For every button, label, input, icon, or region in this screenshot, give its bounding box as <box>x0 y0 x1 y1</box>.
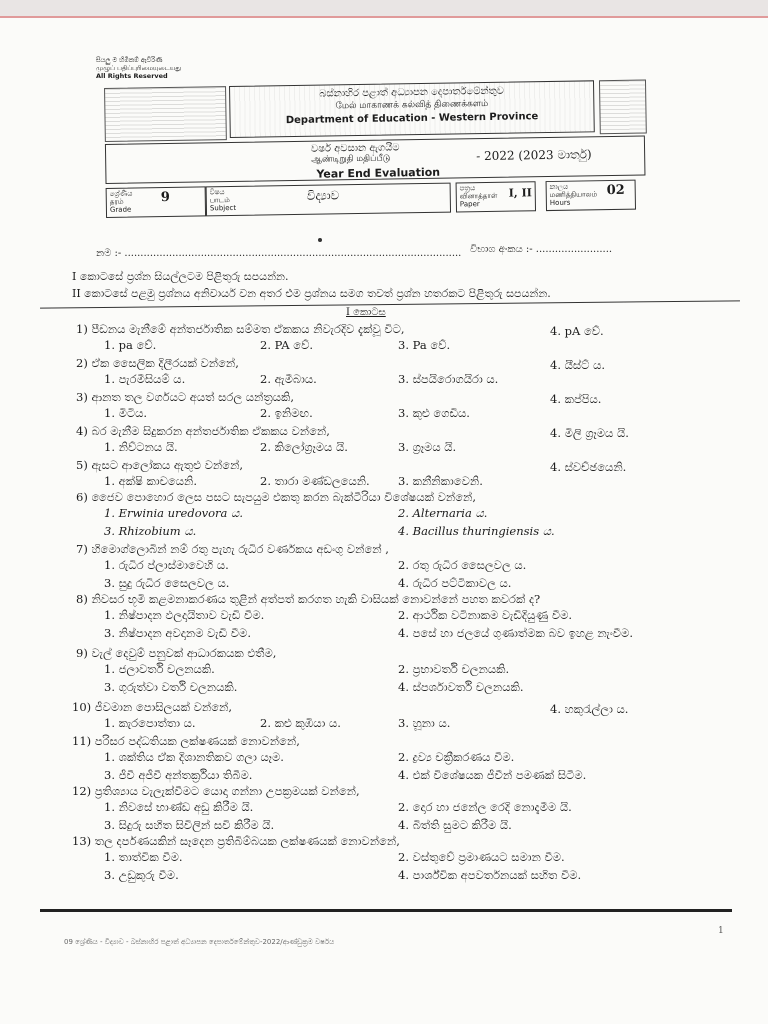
question-number: 4) <box>76 424 88 438</box>
grade-cell <box>106 186 206 218</box>
eval-tamil: ஆண்டிறுதி மதிப்பீடு <box>311 153 391 165</box>
answer-option: 4. යීස්ට් ය. <box>550 358 606 372</box>
ink-dot <box>318 238 322 242</box>
answer-option: 4. හකුරැල්ලා ය. <box>550 702 629 716</box>
exam-year: - 2022 (2023 මාර්තු) <box>476 147 592 164</box>
answer-option: 3. ස්පයිරොගයිරා ය. <box>398 372 499 386</box>
question-text: හිමොග්ලොබින් නම් රතු පැහැ රුධිර වර්ණකය අඩංගු වන්නේ , <box>91 542 389 556</box>
question-text: බර මැනීම සිදුකරන අන්තර්ජාතික ඒකකය වන්නේ, <box>91 424 330 438</box>
section-title: I කොටස <box>346 307 386 318</box>
answer-option: 2. Alternaria ය. <box>398 506 488 520</box>
question-stem <box>76 424 330 439</box>
answer-option: 3. හූනා ය. <box>398 716 451 730</box>
hours-cell <box>546 180 636 211</box>
answer-option: 3. සිදුරු සහිත සිවිලින් සවි කිරීම යි. <box>104 818 275 832</box>
answer-option: 2. කිලෝග්‍රෑමය යි. <box>260 440 348 454</box>
grade-value: 9 <box>160 189 170 206</box>
department-sinhala: බස්නාහිර පළාත් අධ්‍යාපන දෙපාර්තමේන්තුව <box>319 85 505 100</box>
question-stem <box>72 734 300 749</box>
answer-option: 4. Bacillus thuringiensis ය. <box>398 524 555 538</box>
answer-option: 1. කැරපොත්තා ය. <box>104 716 196 730</box>
question-stem <box>72 834 400 849</box>
answer-option: 4. පාර්ශ්වික අපවර්තනයක් සහිත වීම. <box>398 868 582 882</box>
question-stem <box>76 458 243 473</box>
answer-option: 2. PA වේ. <box>260 338 314 352</box>
instruction-part-one: I කොටසේ ප්‍රශ්න සියල්ලටම පිළිතුරු සපයන්න. <box>72 270 289 283</box>
answer-option: 3. උඩුකුරු වීම. <box>104 868 179 882</box>
paper-cell <box>456 181 536 212</box>
answer-option: 2. ප්‍රභාවර්ති චලනයකි. <box>398 662 510 676</box>
exam-header <box>104 78 646 226</box>
footer-rule <box>40 909 732 912</box>
answer-option: 4. කප්පිය. <box>550 392 602 406</box>
question-text: පීඩනය මැනීමේ අන්තර්ජාතික සම්මත ඒකකය නිවැරදිව දැක්වූ විට, <box>91 322 405 336</box>
answer-option: 3. ගුරුත්වා වර්ති චලනයකි. <box>104 680 238 694</box>
answer-option: 2. ඉනිමඟ. <box>260 406 313 420</box>
question-number: 10) <box>72 700 92 714</box>
answer-option: 1. pa වේ. <box>104 338 157 352</box>
answer-option: 2. තාරා මණ්ඩලයෙනි. <box>260 474 370 488</box>
answer-option: 1. අක්ෂි කාචයෙනි. <box>104 474 197 488</box>
question-number: 9) <box>76 646 88 660</box>
grade-label: ශ්‍රේණිය தரம் Grade <box>109 189 133 214</box>
answer-option: 4. මිලි ග්‍රෑමය යි. <box>550 426 629 440</box>
copyright-line: සියලු ම හිමිකම් ඇවිරිණි <box>96 56 163 64</box>
answer-option: 4. බිත්ති සුමට කිරීම යි. <box>398 818 512 832</box>
answer-option: 1. ජලාවර්ති චලනයකි. <box>104 662 215 676</box>
question-number: 7) <box>76 542 88 556</box>
header-pattern-right <box>599 79 647 134</box>
copyright-line: முழுப் பதிப்புரிமையுடையது <box>96 64 182 72</box>
name-field-line: නම :- .......................................................................................................... <box>96 248 462 259</box>
evaluation-english: Year End Evaluation <box>316 165 441 181</box>
department-tamil: மேல் மாகாணக் கல்வித் திணைக்களம் <box>335 98 489 112</box>
question-text: ජෛව පොහොර ලෙස පසට සැපයුම එකතු කරන බැක්ටීරියා විශේෂයක් වන්නේ, <box>91 490 477 504</box>
department-english: Department of Education - Western Province <box>285 111 539 127</box>
answer-option: 1. නිෂ්පාදන ඵලදායිතාව වැඩි වීම. <box>104 608 265 622</box>
answer-option: 3. කුළු ගෙඩිය. <box>398 406 470 420</box>
answer-option: 1. පැරමීසියම් ය. <box>104 372 186 386</box>
answer-option: 1. නිවසේ භාණ්ඩ අඩු කිරීම යි. <box>104 800 254 814</box>
question-stem <box>72 700 232 715</box>
question-number: 3) <box>76 390 88 404</box>
answer-option: 2. කළු කුඹියා ය. <box>260 716 341 730</box>
exam-details-row <box>106 180 646 220</box>
answer-option: 3. සුදු රුධිර සෛලවල ය. <box>104 576 230 590</box>
question-stem <box>76 542 389 557</box>
question-number: 5) <box>76 458 88 472</box>
answer-option: 1. තාත්වික වීම. <box>104 850 183 864</box>
answer-option: 1. මිටිය. <box>104 406 148 420</box>
question-number: 13) <box>72 834 92 848</box>
answer-option: 3. නිෂ්පාදන අවදානම වැඩි වීම. <box>104 626 251 640</box>
answer-option: 2. ද්‍රව්‍ය චක්‍රීකරණය වීම. <box>398 750 515 764</box>
question-stem <box>72 784 360 799</box>
question-text: වැල් දෙවුම් පනුවක් ආධාරකයක එතීම, <box>91 646 277 660</box>
answer-option: 2. ආර්ථික වටිනාකම වැඩිදියුණු වීම. <box>398 608 573 622</box>
question-text: ප්‍රතිශ්‍යාය වැලැක්වීමට යොදා ගන්නා උපක්‍රමයක් වන්නේ, <box>94 784 360 798</box>
question-text: ඇසට ආලෝකය ඇතුළු වන්නේ, <box>91 458 244 472</box>
instruction-part-two: II කොටසේ පළමු ප්‍රශ්නය අනිවාර්ය වන අතර එම ප්‍රශ්නය සමග තවත් ප්‍රශ්න හතරකට පිළිතුරු සපයන්න. <box>72 287 551 300</box>
question-number: 6) <box>76 490 88 504</box>
department-box <box>229 80 595 138</box>
question-number: 8) <box>76 592 88 606</box>
question-text: ආනත තල වර්ගයට අයත් සරල යන්ත්‍රයකි, <box>91 390 294 404</box>
question-text: තල දර්පණයකින් සෑදෙන ප්‍රතිබිම්බයක ලක්ෂණයක් නොවන්නේ, <box>94 834 400 848</box>
answer-option: 4. එක් විශේෂයක ජීවීන් පමණක් සිටීම. <box>398 768 587 782</box>
answer-option: 3. ජීවී අජීවී අන්තර්ක්‍රියා තිබීම. <box>104 768 253 782</box>
question-text: පරිසර පද්ධතියක ලක්ෂණයක් නොවන්නේ, <box>94 734 300 748</box>
question-stem <box>76 356 239 371</box>
question-stem <box>76 592 540 607</box>
question-text: නිවසර භූමි කළමනාකරණය තුළින් අත්පත් කරගත හැකි වාසියක් නොවන්නේ පහත කවරක් ද? <box>91 592 541 606</box>
answer-option: 3. Rhizobium ය. <box>104 524 197 538</box>
answer-option: 1. රුධිර ප්ලාස්මාවෙහි ය. <box>104 558 229 572</box>
index-number-field-line: විභාග අංකය :- ........................ <box>470 244 613 255</box>
subject-value: විද්‍යාව <box>306 188 340 203</box>
answer-option: 2. දොර හා ජනේල රෙදි නොදැමීම යි. <box>398 800 572 814</box>
answer-option: 1. නිව්ටනය යි. <box>104 440 178 454</box>
question-stem <box>76 322 405 337</box>
question-stem <box>76 390 294 405</box>
subject-label: විෂය பாடம் Subject <box>209 188 237 213</box>
answer-option: 3. කනීනිකාවෙනි. <box>398 474 483 488</box>
page-number: 1 <box>718 926 724 936</box>
paper-value: I, II <box>508 186 532 200</box>
copyright-line: All Rights Reserved <box>96 72 168 80</box>
answer-option: 4. පසේ හා ජලයේ ගුණාත්මක බව ඉහළ නැංවීම. <box>398 626 633 640</box>
answer-option: 1. ශක්තිය ඒක දිශානතිකව ගලා යෑම. <box>104 750 284 764</box>
footer-text: 09 ශ්‍රේණිය - විද්‍යාව - බස්නාහිර පළාත් අධ්‍යාපන දෙපාර්තමේන්තුව-2022/ආණ්ඩුක්‍රම වර්ෂය <box>64 938 335 946</box>
eval-sinhala: වර්ෂ අවසාන ඇගයීම <box>310 142 400 155</box>
page-top-strip <box>0 0 768 18</box>
evaluation-sinhala-tamil <box>311 142 400 165</box>
copyright-notice <box>96 56 181 80</box>
question-number: 11) <box>72 734 92 748</box>
subject-cell <box>206 183 451 217</box>
question-number: 2) <box>76 356 88 370</box>
paper-label: පත්‍රය வினாத்தாள் Paper <box>459 184 498 209</box>
question-stem <box>76 646 276 661</box>
answer-option: 4. ස්පර්ශාවර්ති චලනයකි. <box>398 680 524 694</box>
question-text: ඒක සෛලික දිලීරයක් වන්නේ, <box>91 356 239 370</box>
question-number: 1) <box>76 322 88 336</box>
hours-value: 02 <box>606 182 625 199</box>
question-number: 12) <box>72 784 92 798</box>
answer-option: 3. ග්‍රෑමය යි. <box>398 440 457 454</box>
answer-option: 4. රුධිර පට්ටිකාවල ය. <box>398 576 512 590</box>
header-pattern-left <box>104 86 227 142</box>
question-text: ජීවමාන පොසිලයක් වන්නේ, <box>94 700 233 714</box>
answer-option: 4. ස්වච්ඡයෙනි. <box>550 460 627 474</box>
answer-option: 3. Pa වේ. <box>398 338 451 352</box>
question-stem <box>76 490 476 505</box>
answer-option: 1. Erwinia uredovora ය. <box>104 506 243 520</box>
answer-option: 2. රතු රුධිර සෛලවල ය. <box>398 558 527 572</box>
hours-label: කාලය மணித்தியாலம் Hours <box>549 182 598 208</box>
answer-option: 2. ඇමීබාය. <box>260 372 317 386</box>
answer-option: 2. වස්තුවේ ප්‍රමාණයට සමාන වීම. <box>398 850 565 864</box>
answer-option: 4. pA වේ. <box>550 324 604 338</box>
evaluation-box <box>105 136 646 184</box>
